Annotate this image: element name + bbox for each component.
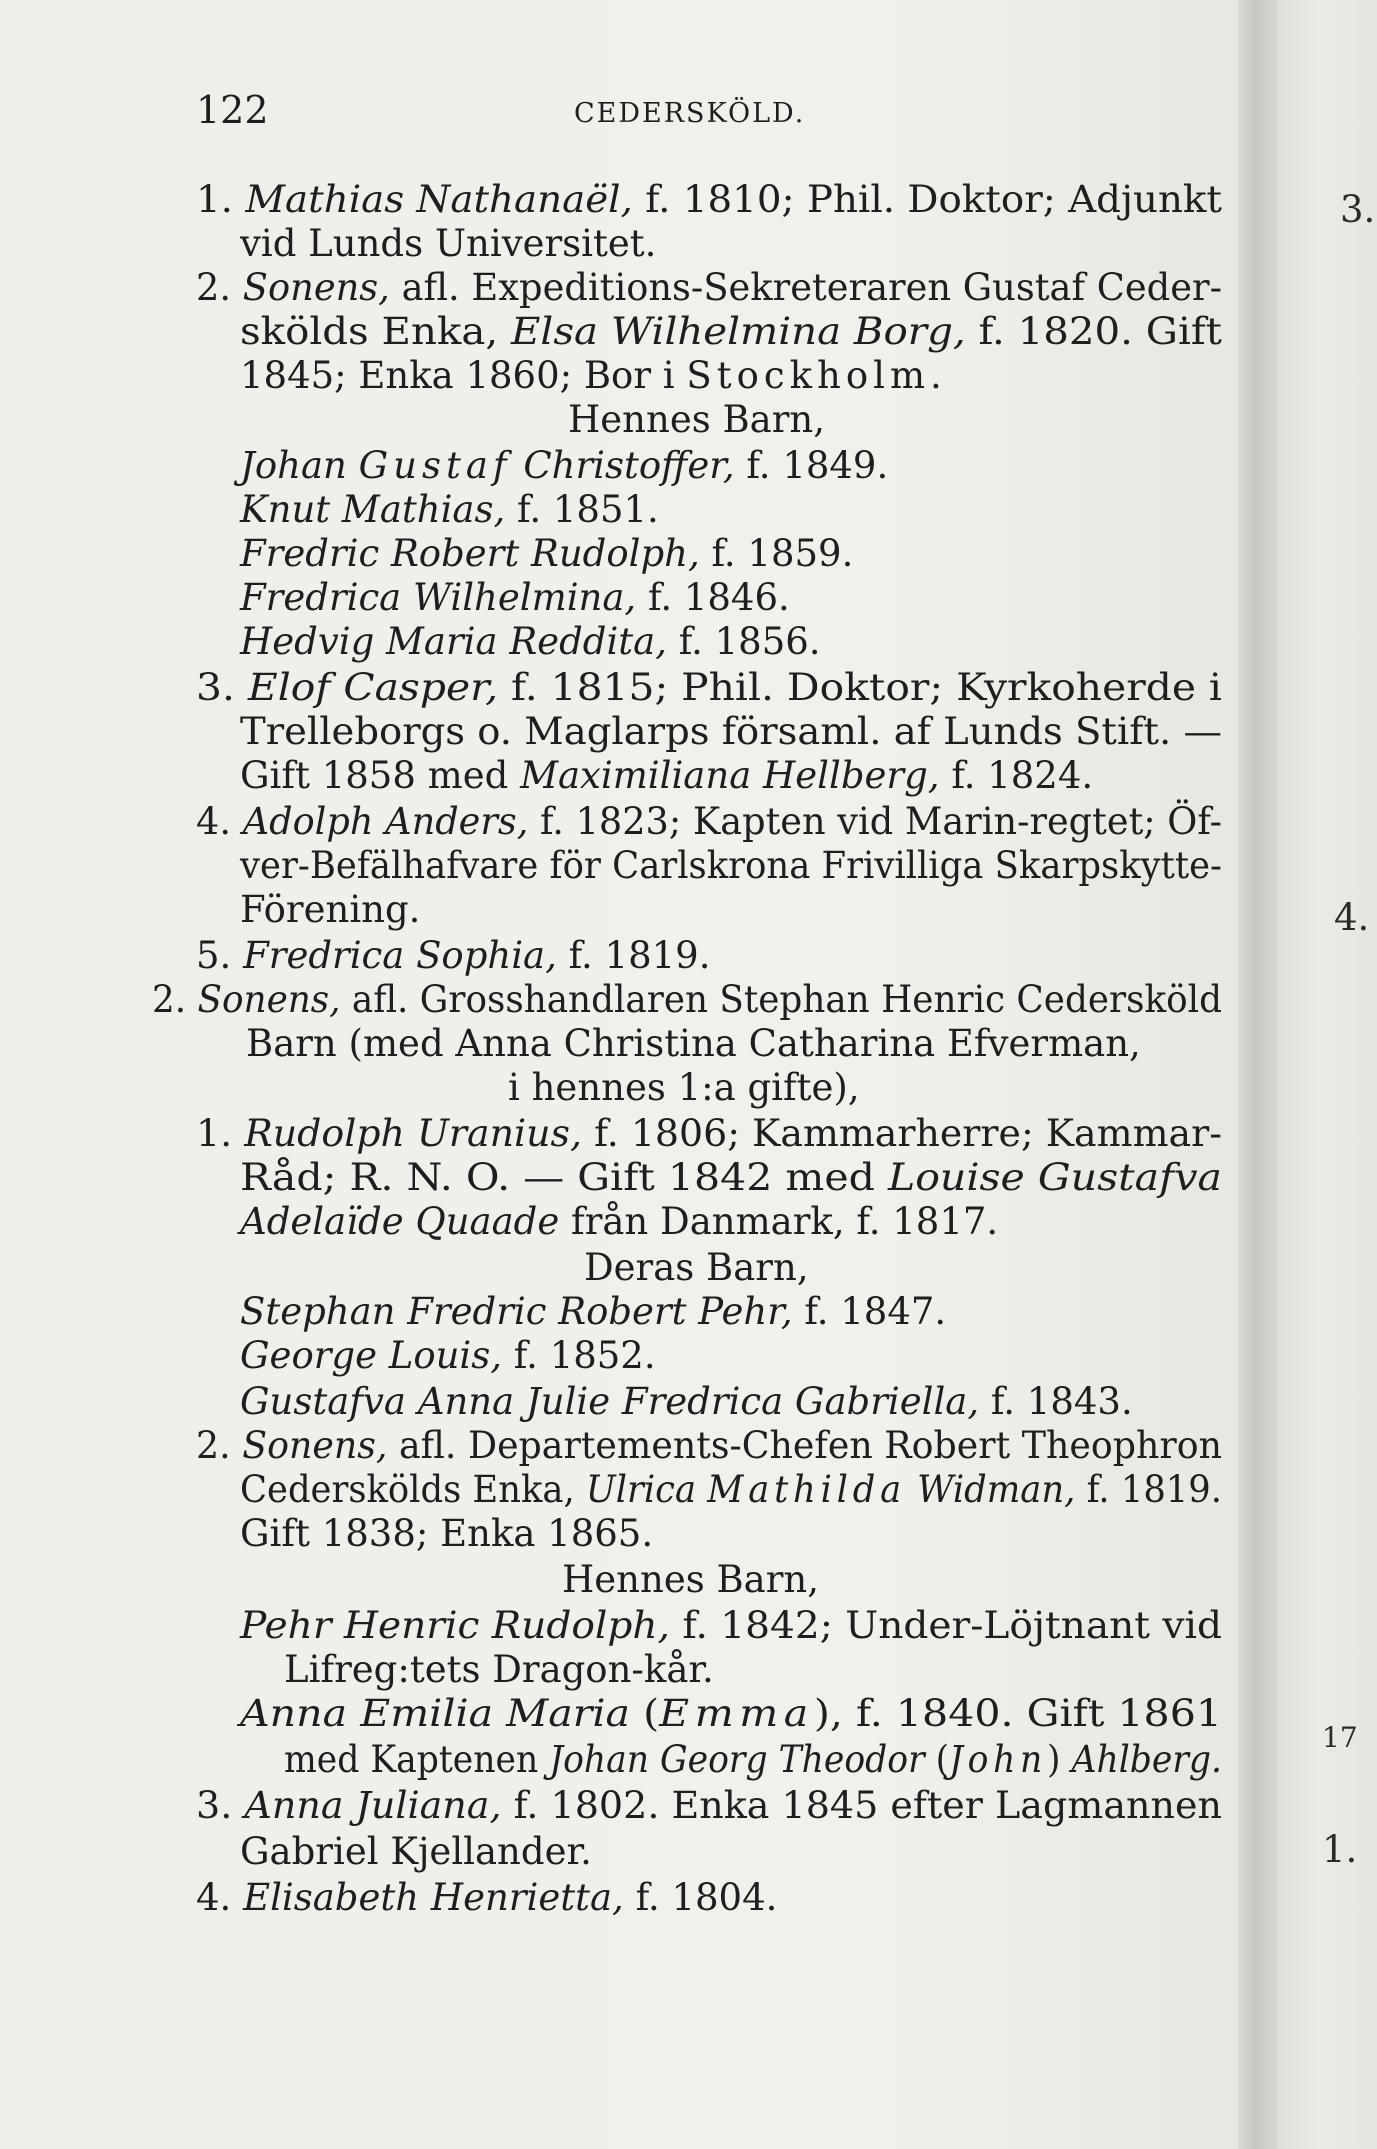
italic-name: Ulrica: [585, 1468, 708, 1511]
italic-name: Knut Mathias,: [240, 488, 506, 531]
italic-name: Elsa Wilhelmina Borg,: [511, 310, 966, 353]
text-line: [196, 666, 1222, 710]
text-line: [240, 620, 821, 664]
italic-name: Hedvig Maria Reddita,: [240, 620, 667, 663]
text-span: Deras Barn,: [584, 1246, 809, 1289]
text-line: [240, 1200, 998, 1244]
text-span: från Danmark, f. 1817.: [559, 1200, 999, 1243]
text-line: [240, 576, 790, 620]
text-line: [240, 1156, 1222, 1200]
text-line: [584, 1246, 809, 1290]
text-line: [196, 178, 1222, 222]
text-span: Förening.: [240, 888, 421, 931]
text-span: f. 1819.: [1075, 1468, 1222, 1511]
text-span: 1.: [196, 178, 246, 221]
text-span: Trelleborgs o. Maglarps församl. af Lunds Stift. —: [240, 710, 1222, 753]
italic-name: Adelaïde Quaade: [240, 1200, 560, 1243]
text-span: f. 1804.: [623, 1876, 778, 1919]
italic-name: Gustafva Anna Julie Fredrica Gabriella,: [240, 1380, 980, 1423]
text-line: [240, 1290, 946, 1334]
margin-numeral: 4.: [1334, 896, 1370, 939]
italic-name: Elisabeth Henrietta,: [243, 1876, 624, 1919]
text-line: [240, 1604, 1222, 1648]
text-span: f. 1849.: [734, 444, 889, 487]
text-line: [240, 888, 420, 932]
text-span: vid Lunds Universitet.: [240, 222, 657, 265]
text-span: (: [630, 1692, 660, 1735]
text-span: Råd; R. N. O. — Gift 1842 med: [240, 1156, 888, 1199]
text-span: Barn (med Anna Christina Catharina Efverman,: [246, 1022, 1141, 1065]
text-line: [240, 1468, 1222, 1512]
text-span: f. 1820. Gift: [965, 310, 1222, 353]
text-line: [508, 1066, 860, 1110]
italic-name: Christoffer,: [511, 444, 735, 487]
text-line: [240, 844, 1222, 888]
text-span: f. 1847.: [792, 1290, 947, 1333]
text-span: 1845; Enka 1860; Bor i: [240, 354, 687, 397]
text-span: 2.: [196, 266, 243, 309]
text-line: [240, 222, 656, 266]
margin-numeral: 3.: [1340, 188, 1376, 231]
text-span: f. 1842; Under-Löjtnant vid: [669, 1604, 1222, 1647]
margin-numeral: 1.: [1322, 1828, 1358, 1871]
page-number: 122: [196, 88, 269, 132]
text-span: 2.: [152, 978, 198, 1021]
text-span: 5.: [196, 934, 244, 977]
text-span: f. 1815; Phil. Doktor; Kyrkoherde i: [498, 666, 1222, 709]
text-line: [196, 1112, 1222, 1156]
text-span: f. 1824.: [939, 754, 1094, 797]
text-line: [240, 1334, 656, 1378]
text-span: Hennes Barn,: [562, 1558, 819, 1601]
italic-name: Stephan Fredric Robert Pehr,: [240, 1290, 793, 1333]
italic-name: Sonens,: [242, 1424, 388, 1467]
text-line: [196, 1876, 777, 1920]
text-span: Lifreg:tets Dragon-kår.: [284, 1648, 714, 1691]
text-line: [196, 934, 710, 978]
text-line: [240, 1692, 1222, 1736]
text-span: afl. Grosshandlaren Stephan Henric Cedersköld: [340, 978, 1222, 1021]
text-span: Gabriel Kjellander.: [240, 1830, 592, 1873]
italic-name: Sonens,: [242, 266, 390, 309]
text-line: [196, 1784, 1222, 1828]
italic-name: Adolph Anders,: [242, 800, 529, 843]
italic-name: Widman,: [905, 1468, 1076, 1511]
italic-name: Ahlberg.: [1071, 1738, 1222, 1781]
text-span: Hennes Barn,: [568, 398, 825, 441]
italic-name: Fredric Robert Rudolph,: [240, 532, 700, 575]
text-span: Gift 1858 med: [240, 754, 521, 797]
text-line: [196, 1424, 1222, 1468]
italic-name: Rudolph Uranius,: [244, 1112, 583, 1155]
text-span: afl. Expeditions-Sekreteraren Gustaf Ceder-: [389, 266, 1222, 309]
text-span: f. 1852.: [502, 1334, 656, 1377]
text-span: Stockholm.: [686, 354, 947, 397]
italic-name: Johan: [240, 444, 359, 487]
italic-name: Anna Emilia Maria: [240, 1692, 631, 1735]
text-line: [240, 710, 1222, 754]
text-span: f. 1859.: [699, 532, 854, 575]
italic-name: Sonens,: [197, 978, 341, 1021]
text-span: 3.: [196, 1784, 245, 1827]
text-span: 3.: [196, 666, 248, 709]
text-line: [240, 1830, 592, 1874]
text-span: ): [1046, 1738, 1072, 1781]
italic-name: Johan Georg Theodor: [549, 1738, 925, 1781]
text-line: [240, 754, 1093, 798]
text-line: [240, 1380, 1133, 1424]
italic-name: Elof Casper,: [247, 666, 499, 709]
italic-name: Gustaf: [358, 444, 512, 487]
italic-name: Mathilda: [707, 1468, 906, 1511]
text-line: [196, 266, 1222, 310]
text-line: [284, 1648, 714, 1692]
text-span: skölds Enka,: [240, 310, 512, 353]
book-gutter: [1238, 0, 1278, 2149]
text-line: [284, 1738, 1222, 1782]
text-span: f. 1823; Kapten vid Marin-regtet; Öf-: [528, 800, 1222, 843]
italic-name: Mathias Nathanaël,: [245, 178, 633, 221]
text-span: i hennes 1:a gifte),: [508, 1066, 860, 1109]
text-line: [240, 1512, 653, 1556]
italic-name: Maximiliana Hellberg,: [520, 754, 940, 797]
text-span: med Kaptenen: [284, 1738, 550, 1781]
italic-name: George Louis,: [240, 1334, 503, 1377]
text-span: f. 1851.: [505, 488, 659, 531]
text-span: f. 1806; Kammarherre; Kammar-: [582, 1112, 1222, 1155]
italic-name: Pehr Henric Rudolph,: [240, 1604, 670, 1647]
text-line: [240, 532, 853, 576]
text-line: [240, 310, 1222, 354]
text-span: 4.: [196, 800, 243, 843]
italic-name: John: [949, 1738, 1047, 1781]
text-line: [568, 398, 825, 442]
text-span: Gift 1838; Enka 1865.: [240, 1512, 654, 1555]
text-line: [196, 800, 1222, 844]
text-span: f. 1802. Enka 1845 efter Lagmannen: [501, 1784, 1222, 1827]
text-span: ver-Befälhafvare för Carlskrona Frivilliga Skarpskytte-: [240, 844, 1222, 887]
margin-numeral: 17: [1322, 1721, 1358, 1754]
italic-name: Fredrica Sophia,: [243, 934, 557, 977]
text-line: [240, 488, 659, 532]
text-span: f. 1856.: [666, 620, 821, 663]
text-line: [562, 1558, 819, 1602]
text-span: afl. Departements-Chefen Robert Theophron: [387, 1424, 1222, 1467]
italic-name: Louise Gustafva: [887, 1156, 1222, 1199]
text-span: f. 1846.: [636, 576, 790, 619]
text-span: Cederskölds Enka,: [240, 1468, 586, 1511]
text-line: [246, 1022, 1141, 1066]
text-span: 1.: [196, 1112, 245, 1155]
facing-page-edge: [1278, 0, 1377, 2149]
italic-name: Fredrica Wilhelmina,: [240, 576, 637, 619]
italic-name: Emma: [659, 1692, 814, 1735]
text-span: 4.: [196, 1876, 244, 1919]
text-span: f. 1810; Phil. Doktor; Adjunkt: [632, 178, 1222, 221]
italic-name: Anna Juliana,: [244, 1784, 502, 1827]
text-line: [152, 978, 1222, 1022]
text-span: 2.: [196, 1424, 243, 1467]
text-span: f. 1843.: [979, 1380, 1133, 1423]
text-line: [240, 354, 947, 398]
text-span: ), f. 1840. Gift 1861: [813, 1692, 1222, 1735]
text-span: (: [924, 1738, 950, 1781]
text-span: f. 1819.: [556, 934, 711, 977]
running-title: CEDERSKÖLD.: [574, 98, 806, 129]
text-line: [240, 444, 888, 488]
